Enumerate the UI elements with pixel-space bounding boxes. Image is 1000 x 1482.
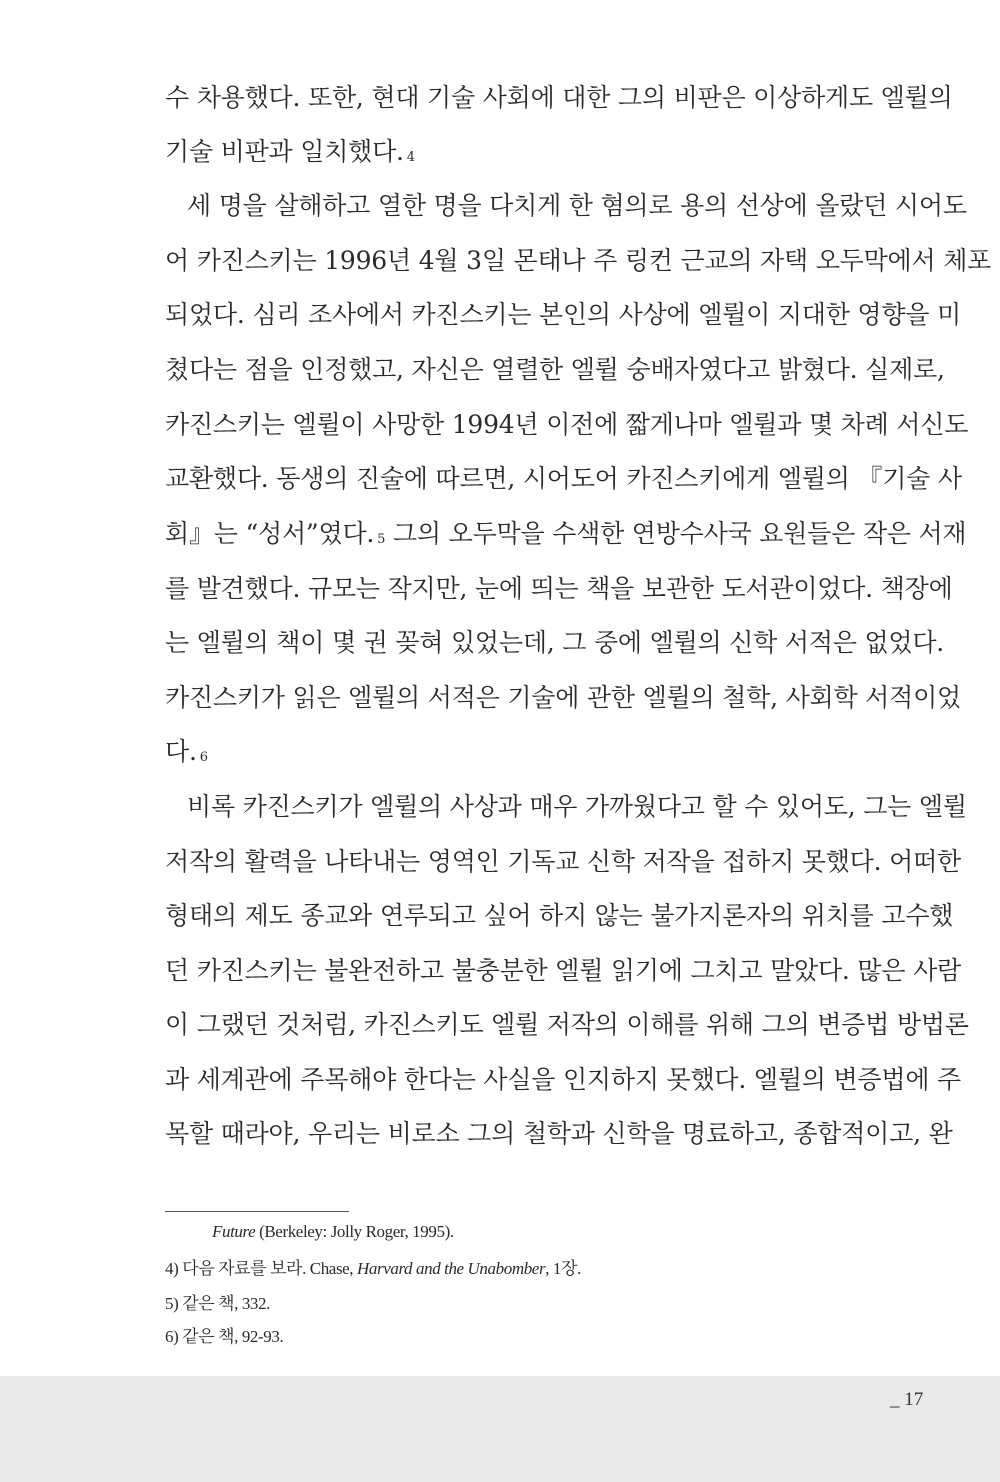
- text-line: 형태의 제도 종교와 연루되고 싶어 하지 않는 불가지론자의 위치를 고수했: [165, 901, 954, 930]
- text-line: 를 발견했다. 규모는 작지만, 눈에 띄는 책을 보관한 도서관이었다. 책장에: [165, 574, 953, 603]
- footnote-divider: [165, 1211, 349, 1212]
- text-line: 쳤다는 점을 인정했고, 자신은 열렬한 엘륄 숭배자였다고 밝혔다. 실제로,: [165, 355, 945, 384]
- footnote-6: 6) 같은 책, 92-93.: [165, 1327, 284, 1346]
- text-line: 목할 때라야, 우리는 비로소 그의 철학과 신학을 명료하고, 종합적이고, 완: [165, 1119, 953, 1148]
- text-line: 던 카진스키는 불완전하고 불충분한 엘륄 읽기에 그치고 말았다. 많은 사람: [165, 956, 961, 985]
- footnote-ref: 5: [377, 532, 386, 547]
- text-line: 어 카진스키는 1996년 4월 3일 몬태나 주 링컨 근교의 자택 오두막에서 체포: [165, 246, 992, 275]
- text-line: 카진스키가 읽은 엘륄의 서적은 기술에 관한 엘륄의 철학, 사회학 서적이었: [165, 683, 961, 712]
- text-line: 세 명을 살해하고 열한 명을 다치게 한 혐의로 용의 선상에 올랐던 시어도: [187, 191, 967, 220]
- text-line: 회』는 “성서”였다. 5 그의 오두막을 수색한 연방수사국 요원들은 작은 서재: [165, 519, 967, 548]
- footnote-ref: 6: [199, 750, 208, 765]
- text-line: 수 차용했다. 또한, 현대 기술 사회에 대한 그의 비판은 이상하게도 엘륄의: [165, 83, 953, 112]
- footnote-continued: Future (Berkeley: Jolly Roger, 1995).: [212, 1222, 454, 1241]
- page-footer-band: [0, 1376, 1000, 1482]
- text-line: 다. 6: [165, 737, 208, 766]
- text-line: 기술 비판과 일치했다. 4: [165, 137, 415, 166]
- text-line: 카진스키는 엘륄이 사망한 1994년 이전에 짧게나마 엘륄과 몇 차례 서신도: [165, 410, 969, 439]
- footnote-ref: 4: [406, 150, 415, 165]
- footnote-5: 5) 같은 책, 332.: [165, 1294, 270, 1313]
- footnote-4: 4) 다음 자료를 보라. Chase, Harvard and the Unabomber, 1장.: [165, 1259, 581, 1278]
- text-line: 교환했다. 동생의 진술에 따르면, 시어도어 카진스키에게 엘륄의 『기술 사: [165, 464, 962, 493]
- text-line: 되었다. 심리 조사에서 카진스키는 본인의 사상에 엘륄이 지대한 영향을 미: [165, 300, 961, 329]
- page-number: _ 17: [890, 1389, 924, 1410]
- text-line: 이 그랬던 것처럼, 카진스키도 엘륄 저작의 이해를 위해 그의 변증법 방법론: [165, 1010, 969, 1039]
- text-line: 과 세계관에 주목해야 한다는 사실을 인지하지 못했다. 엘륄의 변증법에 주: [165, 1065, 961, 1094]
- text-line: 저작의 활력을 나타내는 영역인 기독교 신학 저작을 접하지 못했다. 어떠한: [165, 847, 961, 876]
- text-line: 는 엘륄의 책이 몇 권 꽂혀 있었는데, 그 중에 엘륄의 신학 서적은 없었다.: [165, 628, 945, 657]
- text-line: 비록 카진스키가 엘륄의 사상과 매우 가까웠다고 할 수 있어도, 그는 엘륄: [187, 792, 967, 821]
